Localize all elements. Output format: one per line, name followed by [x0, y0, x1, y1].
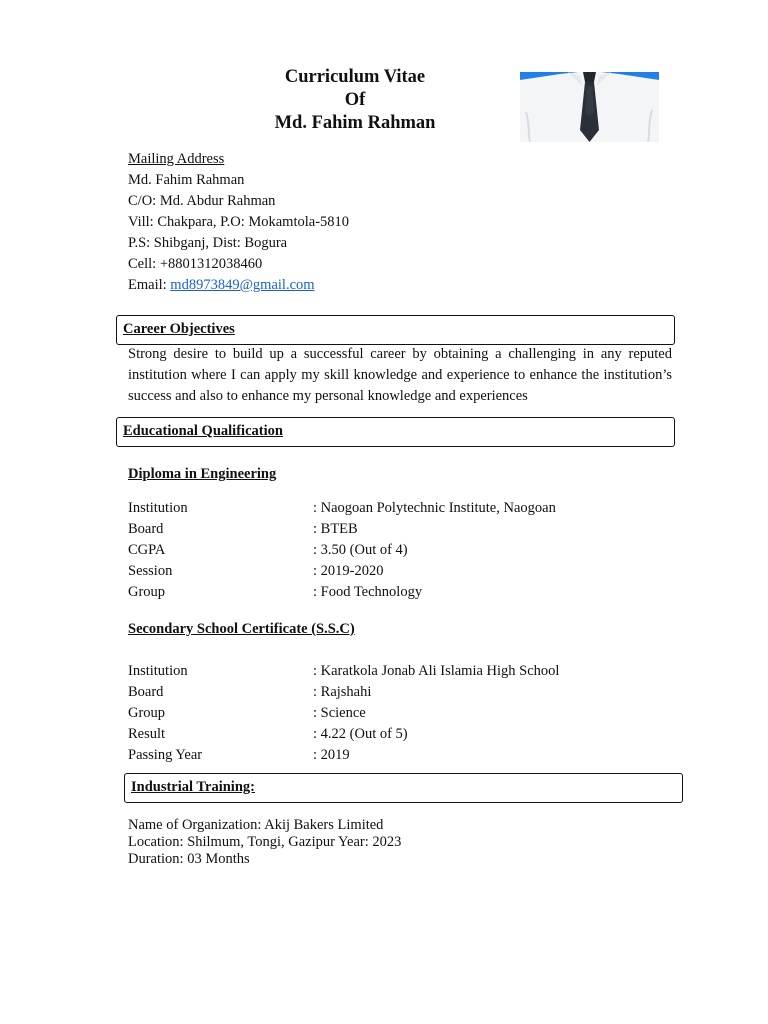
title-line-2: Of — [344, 90, 366, 110]
training-duration: Duration: 03 Months — [128, 851, 250, 867]
cv-title — [200, 66, 510, 135]
industrial-training-header — [124, 773, 683, 803]
section-heading: Career Objectives — [123, 321, 235, 337]
career-objectives-text: Strong desire to build up a successful career by obtaining a challenging in any reputed institution where I can apply my skill knowledge and experience to enhance the institution’s success and also to enhance my personal knowledge and experiences — [128, 346, 672, 404]
address-line: Md. Fahim Rahman — [128, 172, 245, 188]
detail-value: : BTEB — [313, 521, 358, 537]
detail-key: Group — [128, 584, 166, 600]
educational-qualification-header — [116, 417, 675, 447]
detail-value: : 2019-2020 — [313, 563, 384, 579]
career-objectives-header — [116, 315, 675, 345]
detail-key: Passing Year — [128, 747, 203, 763]
ssc-title: Secondary School Certificate (S.S.C) — [128, 621, 355, 637]
detail-key: Board — [128, 521, 164, 537]
detail-value: : Naogoan Polytechnic Institute, Naogoan — [313, 500, 556, 516]
detail-key: Result — [128, 726, 166, 742]
detail-value: : 4.22 (Out of 5) — [313, 726, 408, 742]
training-location: Location: Shilmum, Tongi, Gazipur Year: 2023 — [128, 834, 402, 850]
detail-value: : Science — [313, 705, 366, 721]
detail-value: : 2019 — [313, 747, 350, 763]
detail-value: : Food Technology — [313, 584, 423, 600]
section-heading: Educational Qualification — [123, 423, 283, 439]
person-photo-icon — [520, 72, 659, 142]
training-organization: Name of Organization: Akij Bakers Limited — [128, 817, 384, 833]
address-line: C/O: Md. Abdur Rahman — [128, 193, 276, 209]
detail-key: Board — [128, 684, 164, 700]
detail-value: : Karatkola Jonab Ali Islamia High School — [313, 663, 560, 679]
address-line: Vill: Chakpara, P.O: Mokamtola-5810 — [128, 214, 350, 230]
email-label: Email: — [128, 277, 171, 293]
mailing-address — [128, 149, 349, 296]
detail-value: : Rajshahi — [313, 684, 372, 700]
email-line — [128, 275, 349, 296]
address-line: P.S: Shibganj, Dist: Bogura — [128, 235, 288, 251]
detail-value: : 3.50 (Out of 4) — [313, 542, 408, 558]
profile-photo — [520, 72, 659, 142]
title-line-3: Md. Fahim Rahman — [274, 113, 436, 133]
email-link[interactable]: md8973849@gmail.com — [170, 277, 315, 293]
industrial-training-details — [128, 817, 401, 868]
section-heading: Industrial Training: — [131, 779, 255, 795]
mailing-heading: Mailing Address — [128, 151, 225, 167]
detail-key: Session — [128, 563, 173, 579]
detail-key: Institution — [128, 663, 188, 679]
phone-line: Cell: +8801312038460 — [128, 256, 263, 272]
detail-key: CGPA — [128, 542, 166, 558]
detail-key: Group — [128, 705, 166, 721]
detail-key: Institution — [128, 500, 188, 516]
diploma-title: Diploma in Engineering — [128, 466, 277, 482]
title-line-1: Curriculum Vitae — [284, 67, 426, 87]
